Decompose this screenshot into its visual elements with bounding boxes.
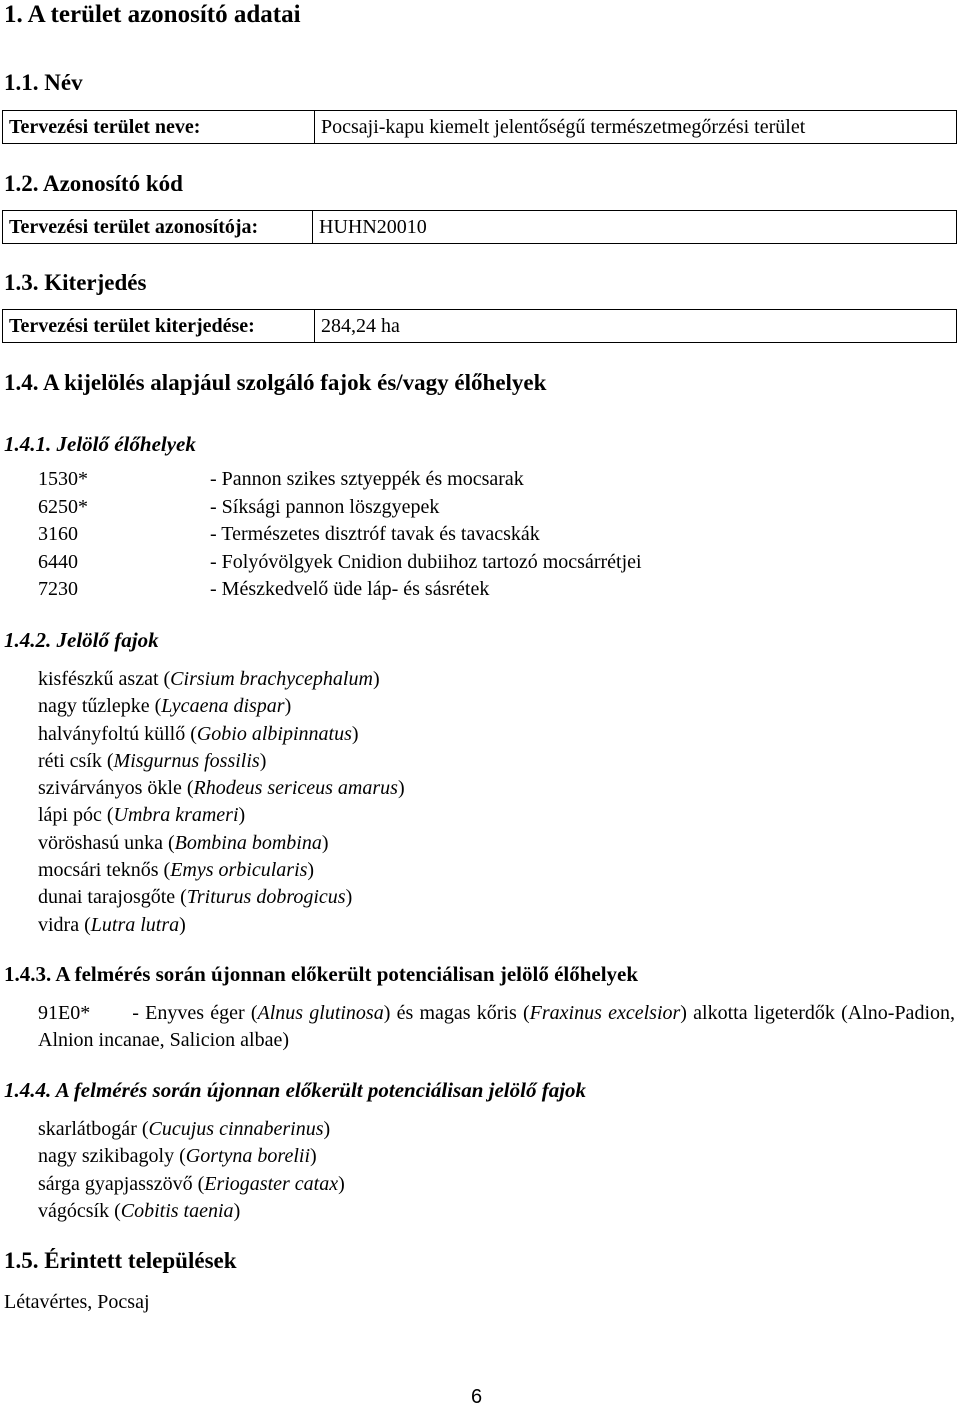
- species-common-name: nagy tűzlepke (: [38, 695, 162, 718]
- heading-1-4-4: 1.4.4. A felmérés során újonnan előkerült potenciálisan jelölő fajok: [4, 1078, 587, 1102]
- species-item: [38, 802, 405, 829]
- species-close-paren: ): [307, 859, 315, 882]
- species-latin-name: Gortyna borelii: [185, 1145, 310, 1168]
- species-item: [38, 857, 405, 884]
- species-item: [38, 748, 405, 775]
- heading-1-4-3-text: 1.4.3. A felmérés során újonnan előkerült potenciálisan jelölő élőhelyek: [4, 962, 639, 986]
- habitat-code: 3160: [38, 523, 78, 545]
- habitat-name: - Folyóvölgyek Cnidion dubiihoz tartozó mocsárrétjei: [210, 550, 642, 573]
- species-common-name: sárga gyapjasszövő (: [38, 1172, 205, 1195]
- species-item: [38, 693, 405, 720]
- habitat-row: [0, 551, 960, 579]
- extent-value: 284,24 ha: [321, 315, 400, 337]
- species-latin-name: Rhodeus sericeus amarus: [193, 777, 398, 800]
- species-latin-name: Cobitis taenia: [120, 1199, 234, 1222]
- new-habitat-text-c: ) alkotta ligeterdők (Alno-Padion, Alnion incanae, Salicion albae): [38, 1002, 955, 1051]
- habitat-name: - Pannon szikes sztyeppék és mocsarak: [210, 468, 524, 490]
- new-habitat-text-a: - Enyves éger (: [132, 1002, 258, 1024]
- new-habitat-latin-b: Fraxinus excelsior: [529, 1002, 681, 1024]
- species-latin-name: Misgurnus fossilis: [113, 749, 260, 772]
- habitat-code: 6440: [38, 550, 78, 573]
- species-close-paren: ): [238, 804, 246, 827]
- habitat-code: 6250*: [38, 495, 88, 518]
- species-common-name: skarlátbogár (: [38, 1118, 149, 1140]
- species-item: [38, 912, 405, 939]
- species-item: [38, 884, 405, 911]
- name-field-box: [2, 110, 957, 144]
- species-close-paren: ): [397, 777, 405, 800]
- heading-1-4-2: 1.4.2. Jelölő fajok: [4, 628, 159, 652]
- species-item: [38, 1171, 345, 1198]
- species-latin-name: Cirsium brachycephalum: [170, 668, 373, 690]
- heading-1-1: 1.1. Név: [4, 70, 83, 95]
- species-close-paren: ): [179, 913, 186, 936]
- species-latin-name: Lycaena dispar: [161, 695, 285, 718]
- settlements-text: Létavértes, Pocsaj: [4, 1291, 150, 1313]
- species-close-paren: ): [323, 1118, 331, 1140]
- species-latin-name: Emys orbicularis: [170, 859, 308, 882]
- species-item: [38, 1116, 345, 1143]
- habitat-row: [0, 496, 960, 524]
- species-close-paren: ): [372, 668, 380, 690]
- species-latin-name: Cucujus cinnaberinus: [148, 1118, 324, 1140]
- new-species-list: [38, 1116, 345, 1225]
- code-label: Tervezési terület azonosítója:: [3, 211, 313, 243]
- code-value: HUHN20010: [319, 216, 427, 238]
- species-common-name: lápi póc (: [38, 804, 114, 827]
- species-close-paren: ): [321, 831, 329, 854]
- species-close-paren: ): [345, 886, 353, 909]
- heading-1-4: 1.4. A kijelölés alapjául szolgáló fajok és/vagy élőhelyek: [4, 370, 547, 395]
- habitat-code: 7230: [38, 578, 78, 600]
- species-item: [38, 830, 405, 857]
- heading-1-4-3: [4, 960, 638, 988]
- habitat-row: [0, 523, 960, 551]
- species-close-paren: ): [338, 1172, 345, 1195]
- habitat-row: [0, 578, 960, 606]
- new-habitat-paragraph: [38, 1000, 955, 1054]
- species-close-paren: ): [284, 695, 292, 718]
- species-common-name: kisfészkű aszat (: [38, 668, 171, 690]
- name-value: Pocsaji-kapu kiemelt jelentőségű természetmegőrzési terület: [321, 116, 806, 138]
- new-habitat-latin-a: Alnus glutinosa: [257, 1002, 384, 1024]
- code-field-box: [2, 210, 957, 244]
- species-common-name: nagy szikibagoly (: [38, 1145, 186, 1168]
- heading-1-2: 1.2. Azonosító kód: [4, 171, 183, 196]
- heading-1-4-1: 1.4.1. Jelölő élőhelyek: [4, 432, 196, 456]
- heading-1-5: 1.5. Érintett települések: [4, 1248, 237, 1273]
- species-close-paren: ): [351, 722, 359, 745]
- species-item: [38, 775, 405, 802]
- habitat-code: 1530*: [38, 468, 88, 490]
- species-common-name: mocsári teknős (: [38, 859, 171, 882]
- species-common-name: szivárványos ökle (: [38, 777, 194, 800]
- name-label: Tervezési terület neve:: [3, 111, 315, 143]
- habitat-row: [0, 468, 960, 496]
- extent-field-box: [2, 309, 957, 343]
- species-close-paren: ): [310, 1145, 317, 1168]
- species-item: [38, 1143, 345, 1170]
- species-latin-name: Bombina bombina: [174, 831, 322, 854]
- species-list: [38, 666, 405, 939]
- habitat-name: - Síksági pannon löszgyepek: [210, 495, 440, 518]
- new-habitat-text-b: ) és magas kőris (: [383, 1002, 530, 1024]
- habitat-name: - Természetes disztróf tavak és tavacskák: [210, 523, 540, 545]
- species-latin-name: Eriogaster catax: [204, 1172, 339, 1195]
- species-common-name: réti csík (: [38, 749, 114, 772]
- page-number: 6: [471, 1386, 483, 1408]
- extent-label: Tervezési terület kiterjedése:: [3, 310, 315, 342]
- species-close-paren: ): [259, 749, 267, 772]
- heading-1-3: 1.3. Kiterjedés: [4, 270, 147, 295]
- habitat-name: - Mészkedvelő üde láp- és sásrétek: [210, 578, 490, 600]
- species-latin-name: Umbra krameri: [113, 804, 239, 827]
- species-common-name: vágócsík (: [38, 1199, 121, 1222]
- species-common-name: vöröshasú unka (: [38, 831, 175, 854]
- species-common-name: dunai tarajosgőte (: [38, 886, 187, 909]
- species-item: [38, 666, 405, 693]
- species-common-name: vidra (: [38, 913, 91, 936]
- species-common-name: halványfoltú küllő (: [38, 722, 197, 745]
- species-latin-name: Triturus dobrogicus: [186, 886, 346, 909]
- species-close-paren: ): [233, 1199, 241, 1222]
- species-latin-name: Gobio albipinnatus: [196, 722, 352, 745]
- habitat-list: [0, 468, 960, 608]
- species-item: [38, 721, 405, 748]
- species-item: [38, 1198, 345, 1225]
- new-habitat-code: 91E0*: [38, 1002, 91, 1024]
- section-title: 1. A terület azonosító adatai: [4, 1, 301, 28]
- species-latin-name: Lutra lutra: [90, 913, 180, 936]
